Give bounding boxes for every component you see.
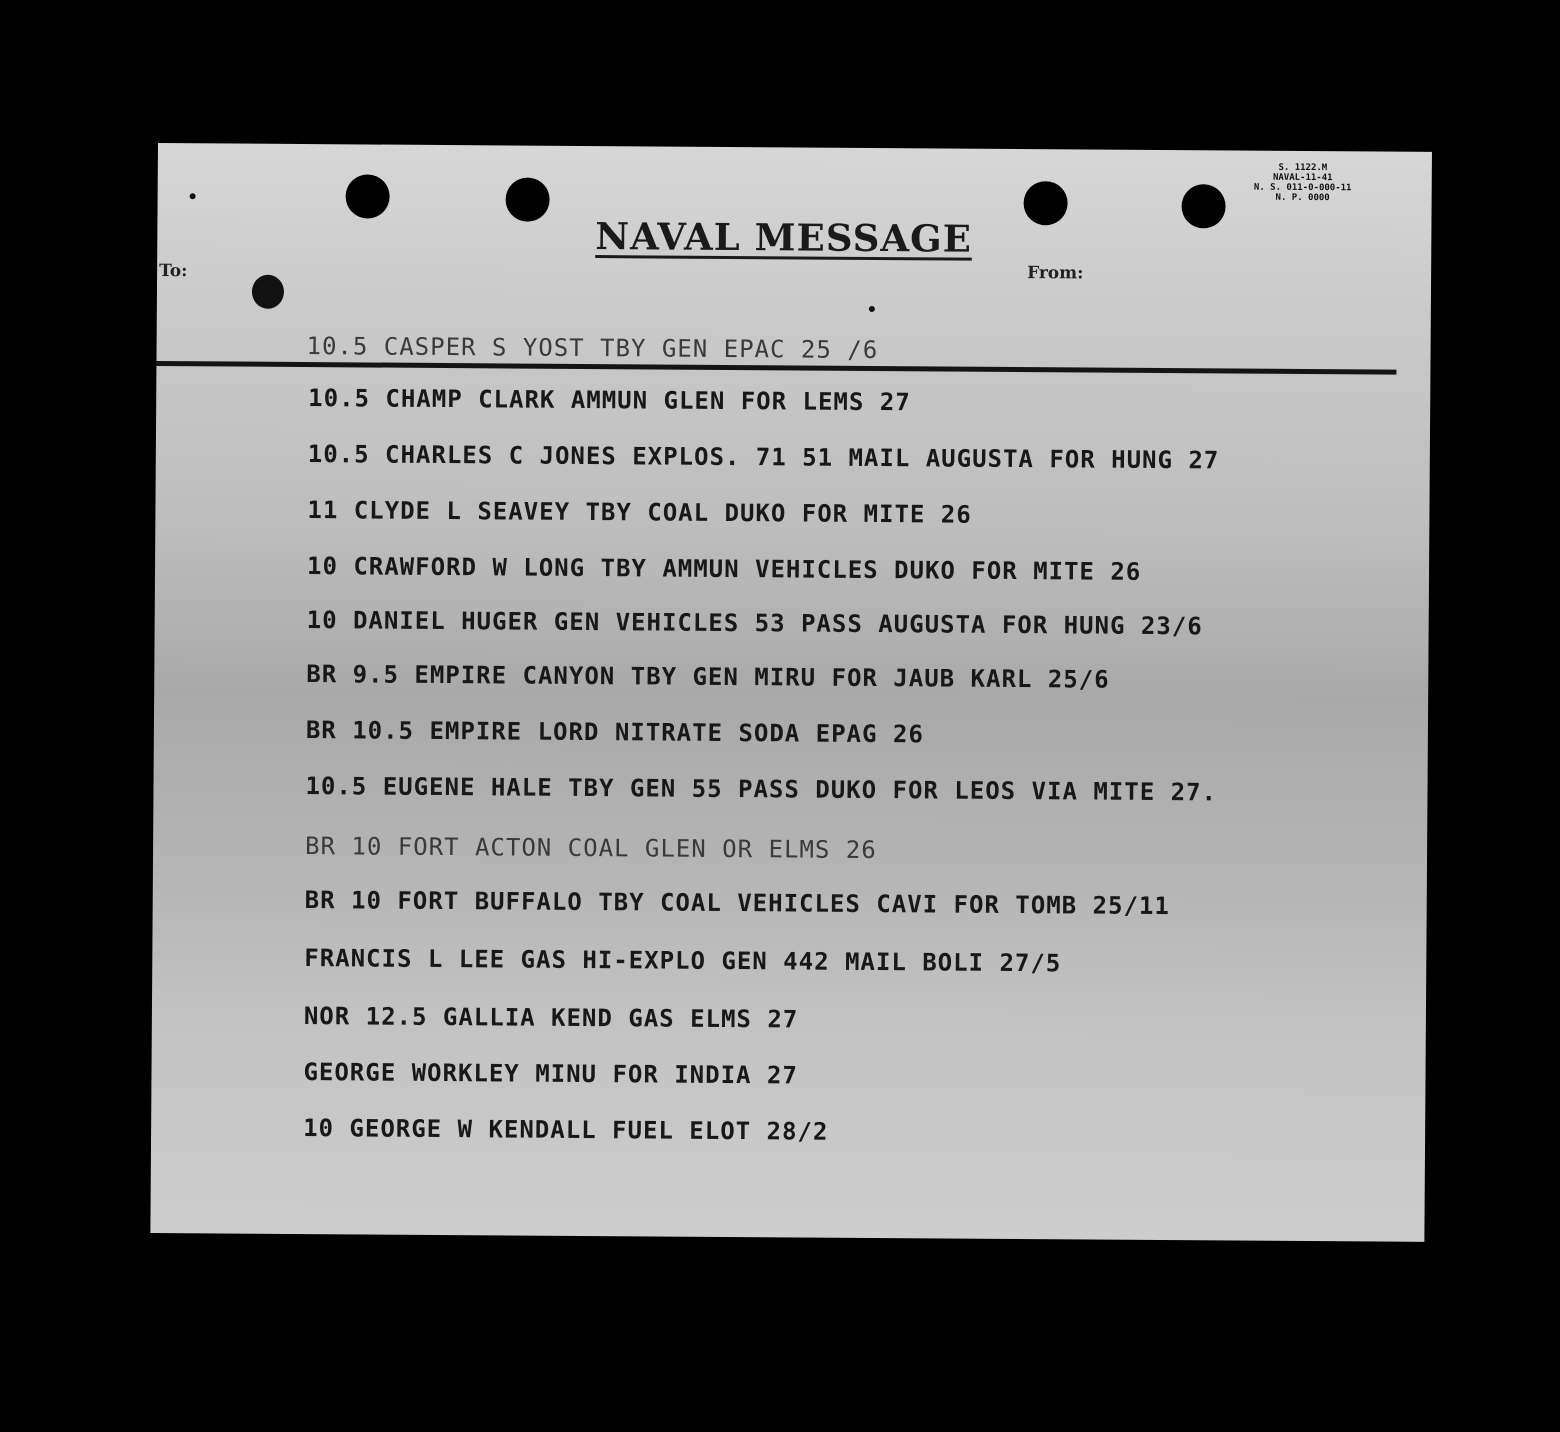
message-line: BR 10.5 EMPIRE LORD NITRATE SODA EPAG 26	[305, 716, 924, 749]
punch-hole	[1181, 184, 1225, 228]
punch-hole	[345, 174, 389, 218]
message-line: 10.5 EUGENE HALE TBY GEN 55 PASS DUKO FOR LEOS VIA MITE 27.	[305, 772, 1218, 807]
to-label: To:	[159, 261, 188, 282]
message-line: 10.5 CHAMP CLARK AMMUN GLEN FOR LEMS 27	[308, 384, 911, 417]
form-code-line: S. 1122.M	[1278, 162, 1328, 174]
ink-speck	[190, 193, 196, 199]
message-line: BR 10 FORT ACTON COAL GLEN OR ELMS 26	[304, 832, 877, 865]
message-line: BR 9.5 EMPIRE CANYON TBY GEN MIRU FOR JAUB KARL 25/6	[306, 660, 1110, 694]
punch-hole	[1023, 181, 1067, 225]
message-line: 10 DANIEL HUGER GEN VEHICLES 53 PASS AUGUSTA FOR HUNG 23/6	[306, 606, 1203, 641]
punch-hole	[505, 177, 549, 221]
form-code-line: N. S. 011-0-000-11	[1253, 182, 1352, 194]
ink-speck	[869, 306, 875, 312]
ink-blot	[252, 275, 284, 309]
header-entry: 10.5 CASPER S YOST TBY GEN EPAC 25 /6	[306, 332, 879, 365]
message-line: 10.5 CHARLES C JONES EXPLOS. 71 51 MAIL AUGUSTA FOR HUNG 27	[307, 440, 1220, 475]
form-code-line: N. P. 0000	[1275, 192, 1330, 204]
form-code	[1233, 163, 1373, 204]
form-code-line: NAVAL-11-41	[1272, 172, 1333, 184]
message-sheet	[150, 143, 1432, 1242]
message-line: 10 CRAWFORD W LONG TBY AMMUN VEHICLES DUKO FOR MITE 26	[306, 552, 1142, 586]
message-line: NOR 12.5 GALLIA KEND GAS ELMS 27	[303, 1002, 799, 1034]
message-line: GEORGE WORKLEY MINU FOR INDIA 27	[303, 1058, 798, 1090]
message-line: BR 10 FORT BUFFALO TBY COAL VEHICLES CAVI FOR TOMB 25/11	[304, 886, 1170, 921]
document-title: NAVAL MESSAGE	[595, 214, 973, 261]
from-label: From:	[1027, 263, 1084, 284]
message-line: 10 GEORGE W KENDALL FUEL ELOT 28/2	[303, 1114, 829, 1146]
message-line: FRANCIS L LEE GAS HI-EXPLO GEN 442 MAIL BOLI 27/5	[304, 944, 1062, 978]
message-line: 11 CLYDE L SEAVEY TBY COAL DUKO FOR MITE 26	[307, 496, 972, 529]
